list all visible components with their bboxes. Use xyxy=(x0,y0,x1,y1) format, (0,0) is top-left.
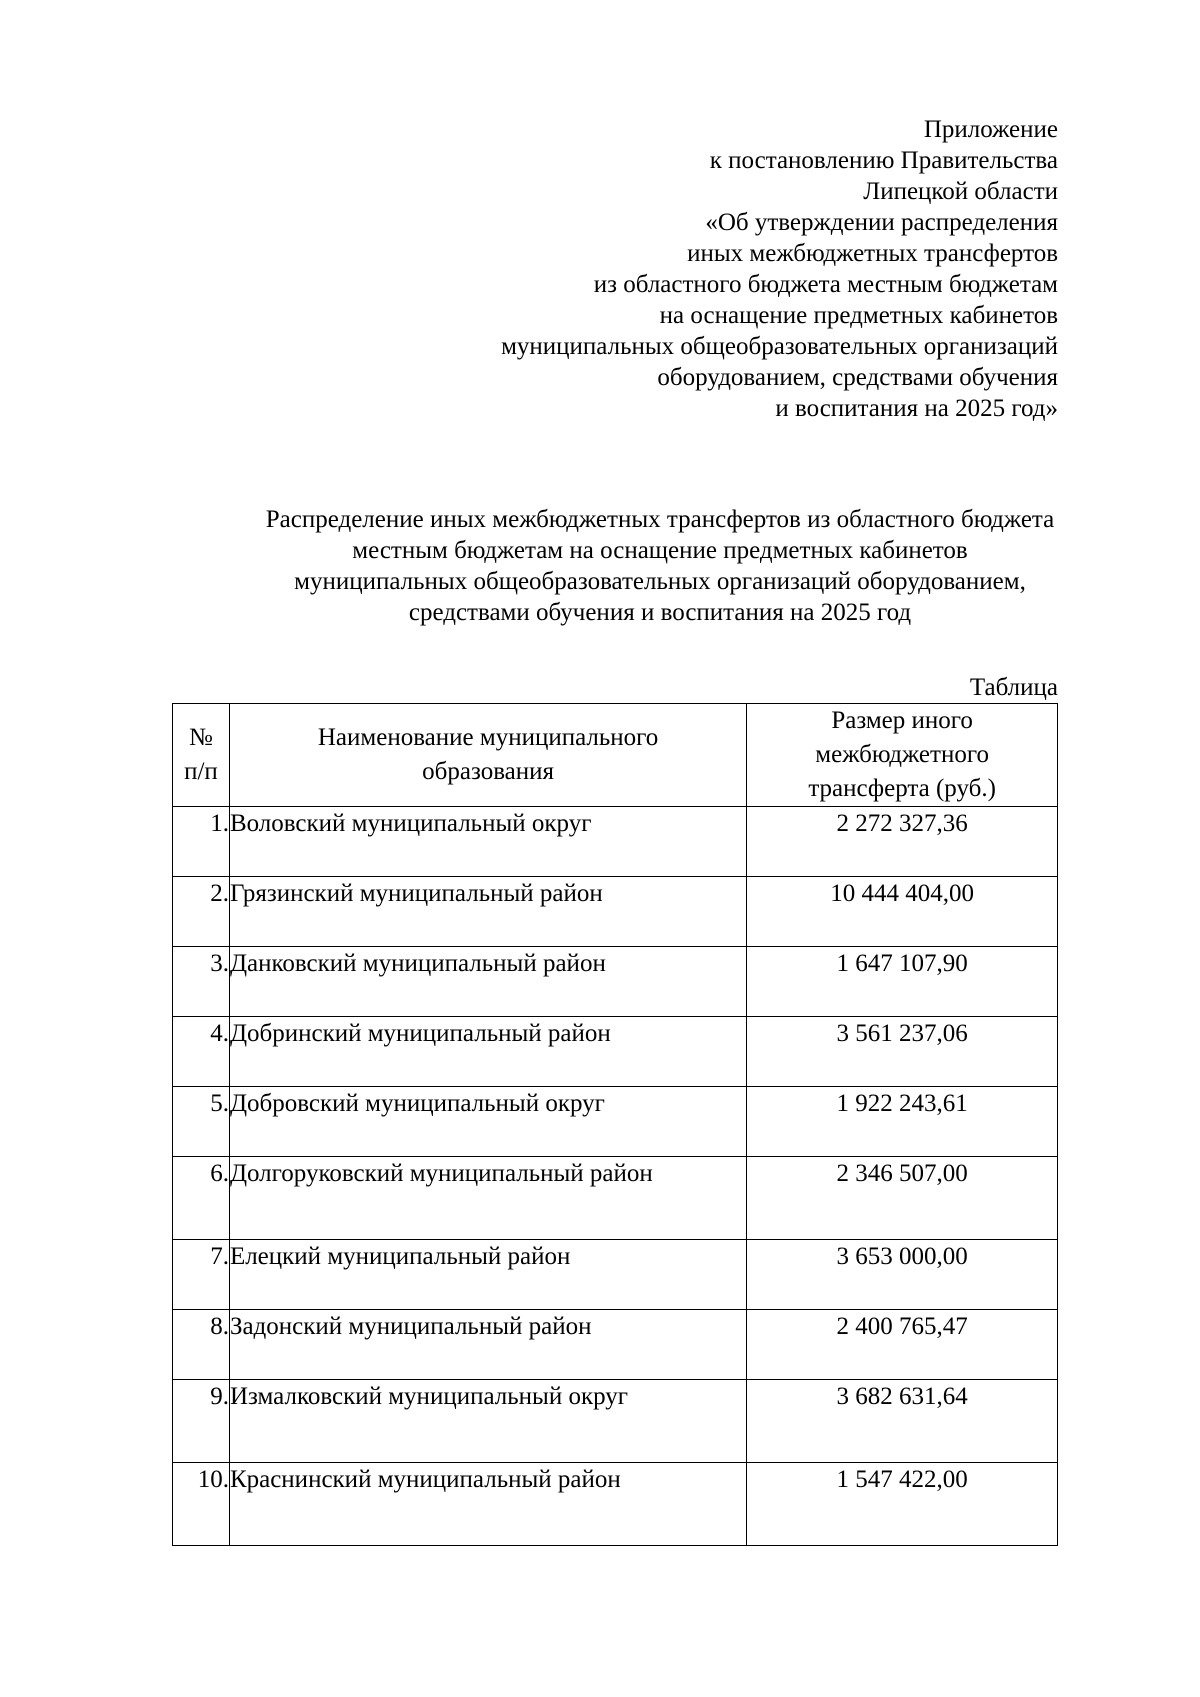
row-number: 9. xyxy=(173,1380,230,1463)
row-number: 3. xyxy=(173,947,230,1017)
header-num: № п/п xyxy=(173,704,230,807)
transfer-amount: 3 561 237,06 xyxy=(747,1017,1058,1087)
row-number: 4. xyxy=(173,1017,230,1087)
municipality-name: Добринский муниципальный район xyxy=(229,1017,746,1087)
table-row xyxy=(173,1380,1058,1463)
municipality-name: Долгоруковский муниципальный район xyxy=(229,1157,746,1240)
title-line: средствами обучения и воспитания на 2025 год xyxy=(408,599,912,626)
row-number: 2. xyxy=(173,877,230,947)
appendix-line: «Об утверждении распределения xyxy=(705,209,1058,236)
appendix-line: к постановлению Правительства xyxy=(709,147,1058,174)
title-line: муниципальных общеобразовательных организаций оборудованием, xyxy=(294,568,1026,595)
row-number: 1. xyxy=(173,807,230,877)
row-number: 8. xyxy=(173,1310,230,1380)
appendix-line: муниципальных общеобразовательных организаций xyxy=(501,333,1058,360)
appendix-line: на оснащение предметных кабинетов xyxy=(659,302,1058,329)
title-line: Распределение иных межбюджетных трансфертов из областного бюджета xyxy=(265,506,1055,533)
municipality-name: Задонский муниципальный район xyxy=(229,1310,746,1380)
appendix-header xyxy=(358,114,1058,424)
transfer-amount: 1 922 243,61 xyxy=(747,1087,1058,1157)
table-row xyxy=(173,1087,1058,1157)
transfer-amount: 3 682 631,64 xyxy=(747,1380,1058,1463)
header-name: Наименование муниципального образования xyxy=(229,704,746,807)
municipality-name: Елецкий муниципальный район xyxy=(229,1240,746,1310)
row-number: 5. xyxy=(173,1087,230,1157)
municipality-name: Краснинский муниципальный район xyxy=(229,1463,746,1546)
table-row xyxy=(173,1463,1058,1546)
transfer-amount: 2 346 507,00 xyxy=(747,1157,1058,1240)
appendix-line: иных межбюджетных трансфертов xyxy=(687,240,1058,267)
table-row xyxy=(173,1157,1058,1240)
row-number: 10. xyxy=(173,1463,230,1546)
table-label: Таблица xyxy=(969,674,1058,701)
municipality-name: Измалковский муниципальный округ xyxy=(229,1380,746,1463)
appendix-line: из областного бюджета местным бюджетам xyxy=(593,271,1058,298)
appendix-line: и воспитания на 2025 год» xyxy=(775,395,1058,422)
row-number: 6. xyxy=(173,1157,230,1240)
header-amount: Размер иного межбюджетного трансферта (руб.) xyxy=(747,704,1058,807)
appendix-line: Приложение xyxy=(923,116,1058,143)
municipality-name: Добровский муниципальный округ xyxy=(229,1087,746,1157)
transfer-amount: 2 400 765,47 xyxy=(747,1310,1058,1380)
row-number: 7. xyxy=(173,1240,230,1310)
transfer-amount: 3 653 000,00 xyxy=(747,1240,1058,1310)
municipality-name: Данковский муниципальный район xyxy=(229,947,746,1017)
appendix-line: оборудованием, средствами обучения xyxy=(657,364,1058,391)
table-header-row xyxy=(173,704,1058,807)
document-title xyxy=(160,504,1160,628)
table-row xyxy=(173,947,1058,1017)
table-row xyxy=(173,1310,1058,1380)
table-row xyxy=(173,1017,1058,1087)
transfer-amount: 10 444 404,00 xyxy=(747,877,1058,947)
municipality-name: Грязинский муниципальный район xyxy=(229,877,746,947)
municipality-name: Воловский муниципальный округ xyxy=(229,807,746,877)
table-row xyxy=(173,877,1058,947)
table-row xyxy=(173,1240,1058,1310)
transfer-amount: 1 547 422,00 xyxy=(747,1463,1058,1546)
appendix-line: Липецкой области xyxy=(863,178,1058,205)
title-line: местным бюджетам на оснащение предметных кабинетов xyxy=(352,537,968,564)
transfer-amount: 1 647 107,90 xyxy=(747,947,1058,1017)
transfer-amount: 2 272 327,36 xyxy=(747,807,1058,877)
table-row xyxy=(173,807,1058,877)
allocation-table xyxy=(172,703,1058,1546)
